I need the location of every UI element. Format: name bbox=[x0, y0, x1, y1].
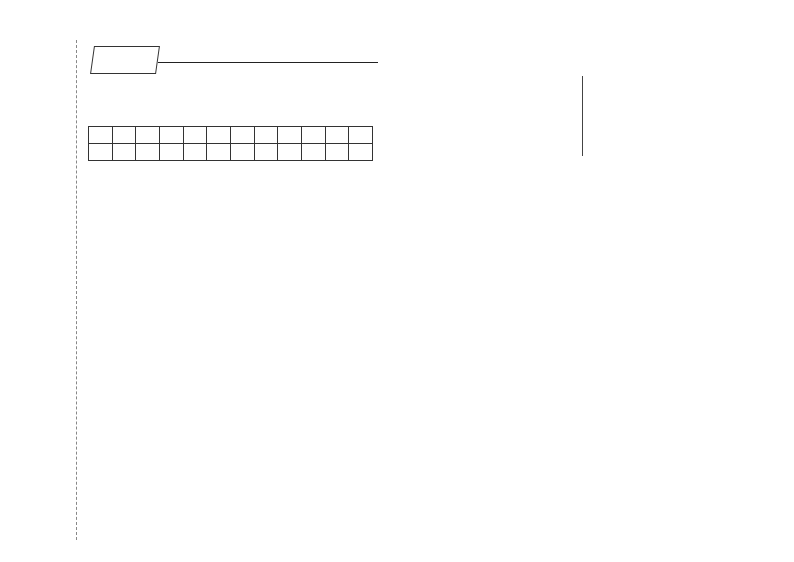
score-cell bbox=[349, 127, 373, 144]
score-table-score-row bbox=[89, 144, 373, 161]
score-cell bbox=[112, 127, 136, 144]
score-input-cell[interactable] bbox=[349, 144, 373, 161]
score-input-cell[interactable] bbox=[183, 144, 207, 161]
header-rule bbox=[158, 62, 378, 63]
score-cell bbox=[89, 144, 113, 161]
score-cell bbox=[136, 127, 160, 144]
score-input-cell[interactable] bbox=[278, 144, 302, 161]
score-input-cell[interactable] bbox=[159, 144, 183, 161]
score-input-cell[interactable] bbox=[207, 144, 231, 161]
score-cell bbox=[89, 127, 113, 144]
score-cell bbox=[325, 127, 349, 144]
score-input-cell[interactable] bbox=[230, 144, 254, 161]
match-separator bbox=[582, 76, 583, 156]
score-input-cell[interactable] bbox=[136, 144, 160, 161]
logo bbox=[90, 46, 160, 74]
score-table bbox=[88, 126, 373, 161]
score-cell bbox=[230, 127, 254, 144]
score-cell bbox=[301, 127, 325, 144]
score-cell bbox=[278, 127, 302, 144]
score-cell bbox=[159, 127, 183, 144]
score-cell bbox=[207, 127, 231, 144]
score-input-cell[interactable] bbox=[254, 144, 278, 161]
score-cell bbox=[254, 127, 278, 144]
score-input-cell[interactable] bbox=[325, 144, 349, 161]
score-cell bbox=[183, 127, 207, 144]
score-input-cell[interactable] bbox=[301, 144, 325, 161]
score-table-header-row bbox=[89, 127, 373, 144]
score-input-cell[interactable] bbox=[112, 144, 136, 161]
cut-line bbox=[76, 40, 77, 540]
